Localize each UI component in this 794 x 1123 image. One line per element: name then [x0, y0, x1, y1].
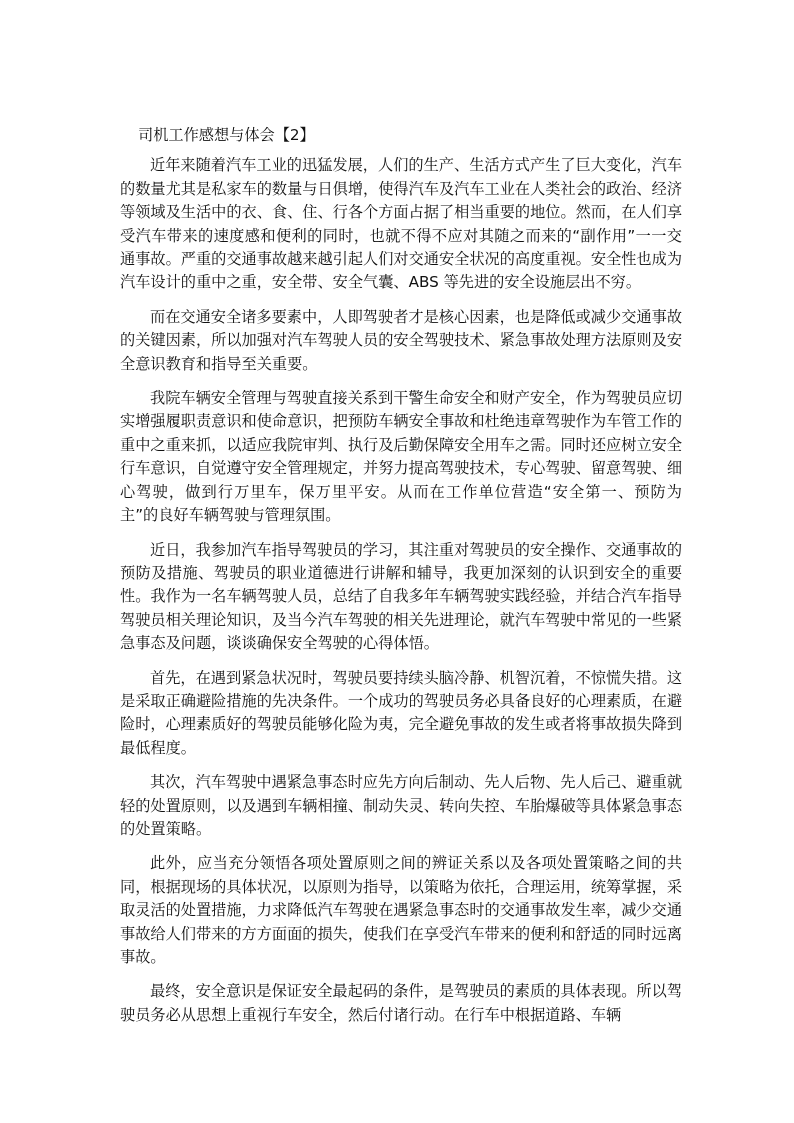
paragraph-3: 我院车辆安全管理与驾驶直接关系到干警生命安全和财产安全，作为驾驶员应切实增强履职责意识和使命意识，把预防车辆安全事故和杜绝违章驾驶作为车管工作的重中之重来抓，以适应我院审判、执行及后勤保障安全用车之需。同时还应树立安全行车意识，自觉遵守安全管理规定，并努力提高驾驶技术，专心驾驶、留意驾驶、细心驾驶，做到行万里车，保万里平安。从而在工作单位营造“安全第一、预防为主”的良好车辆驾驶与管理氛围。 — [120, 389, 682, 525]
document-title: 司机工作感想与体会【2】 — [138, 126, 315, 144]
paragraph-4: 近日，我参加汽车指导驾驶员的学习，其注重对驾驶员的安全操作、交通事故的预防及措施、驾驶员的职业道德进行讲解和辅导，我更加深刻的认识到安全的重要性。我作为一名车辆驾驶人员，总结了自我多年车辆驾驶实践经验，并结合汽车指导驾驶员相关理论知识，及当今汽车驾驶的相关先进理论，就汽车驾驶中常见的一些紧急事态及问题，谈谈确保安全驾驶的心得体悟。 — [120, 540, 682, 653]
paragraph-5: 首先，在遇到紧急状况时，驾驶员要持续头脑冷静、机智沉着，不惊慌失措。这是采取正确避险措施的先决条件。一个成功的驾驶员务必具备良好的心理素质，在避险时，心理素质好的驾驶员能够化险为夷，完全避免事故的发生或者将事故损失降到最低程度。 — [120, 668, 682, 757]
paragraph-8: 最终，安全意识是保证安全最起码的条件，是驾驶员的素质的具体表现。所以驾驶员务必从思想上重视行车安全，然后付诸行动。在行车中根据道路、车辆 — [120, 982, 682, 1024]
paragraph-2: 而在交通安全诸多要素中，人即驾驶者才是核心因素，也是降低或减少交通事故的关键因素，所以加强对汽车驾驶人员的安全驾驶技术、紧急事故处理方法原则及安全意识教育和指导至关重要。 — [120, 307, 682, 373]
paragraph-6: 其次，汽车驾驶中遇紧急事态时应先方向后制动、先人后物、先人后己、避重就轻的处置原则，以及遇到车辆相撞、制动失灵、转向失控、车胎爆破等具体紧急事态的处置策略。 — [120, 773, 682, 838]
paragraph-1: 近年来随着汽车工业的迅猛发展，人们的生产、生活方式产生了巨大变化，汽车的数量尤其是私家车的数量与日俱增，使得汽车及汽车工业在人类社会的政治、经济等领域及生活中的衣、食、住、行各个方面占据了相当重要的地位。然而，在人们享受汽车带来的速度感和便利的同时，也就不得不应对其随之而来的“副作用”一一交通事故。严重的交通事故越来越引起人们对交通安全状况的高度重视。安全性也成为汽车设计的重中之重，安全带、安全气囊、ABS 等先进的安全设施层出不穷。 — [120, 156, 682, 292]
document-page — [120, 124, 682, 1038]
paragraph-7: 此外，应当充分领悟各项处置原则之间的辨证关系以及各项处置策略之间的共同，根据现场的具体状况，以原则为指导，以策略为依托，合理运用，统筹掌握，采取灵活的处置措施，力求降低汽车驾驶在遇紧急事态时的交通事故发生率，减少交通事故给人们带来的方方面面的损失，使我们在享受汽车带来的便利和舒适的同时远离事故。 — [120, 854, 682, 966]
